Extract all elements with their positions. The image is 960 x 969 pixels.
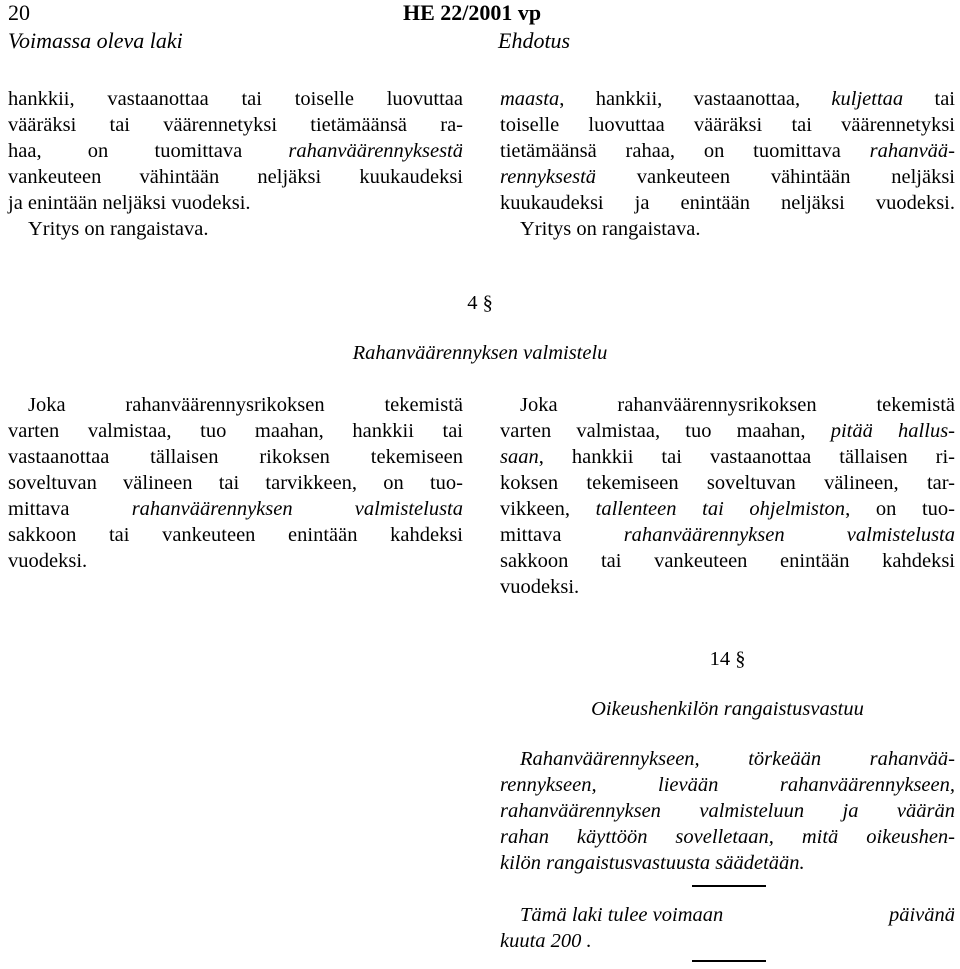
enactment-clause: Tämä laki tulee voimaan päivänä kuuta 200 . xyxy=(500,904,955,952)
section-14-heading: Oikeushenkilön rangaistusvastuu xyxy=(591,698,864,720)
document-id: HE 22/2001 vp xyxy=(403,0,542,25)
page-number: 20 xyxy=(8,0,30,25)
section-14-number: 14 § xyxy=(709,648,746,670)
section-4-right-paragraph: Joka rahanväärennysrikoksen tekemistä varten valmistaa, tuo maahan, pitää hallus- saan, hankkii tai vastaanottaa tällaisen ri- koksen tekemiseen soveltuvan välineen, tar- vikkeen, tallenteen tai ohjelmiston, on tuo- mittava rahanväärennyksen valmistelusta sakkoon tai vankeuteen enintään kahdeksi vuodeksi. xyxy=(500,394,955,598)
left-column-title: Voimassa oleva laki xyxy=(8,28,183,53)
section-4-left-paragraph: Joka rahanväärennysrikoksen tekemistä varten valmistaa, tuo maahan, hankkii tai vastaanottaa tällaisen rikoksen tekemiseen soveltuvan välineen tai tarvikkeen, on tuo- mittava rahanväärennyksen valmistelusta sakkoon tai vankeuteen enintään kahdeksi vuodeksi. xyxy=(8,394,463,572)
divider-line xyxy=(692,885,766,887)
right-column-title: Ehdotus xyxy=(498,28,571,53)
section-14-paragraph: Rahanväärennykseen, törkeään rahanvää- rennykseen, lievään rahanväärennykseen, rahanväärennyksen valmisteluun ja väärän rahan käyttöön sovelletaan, mitä oikeushen- kilön rangaistusvastuusta säädetään. xyxy=(500,748,955,874)
section-4-number: 4 § xyxy=(467,292,493,314)
divider-line xyxy=(692,960,766,962)
section-4-heading: Rahanväärennyksen valmistelu xyxy=(352,342,608,364)
top-left-paragraph: hankkii, vastaanottaa tai toiselle luovuttaa vääräksi tai väärennetyksi tietämäänsä ra- haa, on tuomittava rahanväärennyksestä vankeuteen vähintään neljäksi kuukaudeksi ja enintään neljäksi vuodeksi. Yritys on rangaistava. xyxy=(8,88,463,240)
top-right-paragraph: maasta, hankkii, vastaanottaa, kuljettaa tai toiselle luovuttaa vääräksi tai väärennetyksi tietämäänsä rahaa, on tuomittava rahanvää- rennyksestä vankeuteen vähintään neljäksi kuukaudeksi ja enintään neljäksi vuodeksi. Yritys on rangaistava. xyxy=(500,88,955,240)
